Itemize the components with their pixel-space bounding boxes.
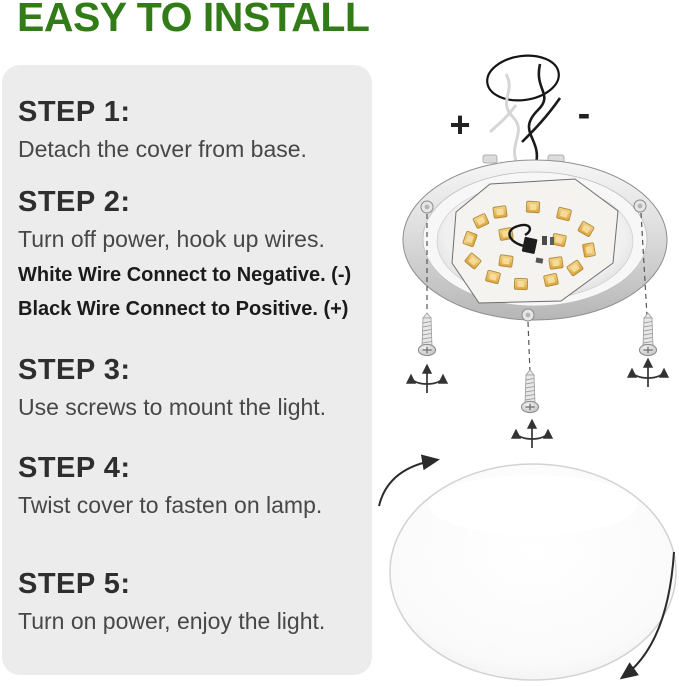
step-1-heading: STEP 1: [18, 96, 131, 128]
mounting-hole-left [421, 201, 433, 213]
step-4-heading: STEP 4: [18, 452, 131, 484]
step-5-body: Turn on power, enjoy the light. [18, 608, 326, 634]
step-2-note-black-wire: Black Wire Connect to Positive. (+) [18, 298, 349, 320]
led-chip [582, 243, 595, 258]
led-chip [543, 273, 558, 286]
dashed-guide-line [528, 322, 530, 373]
connection-wires [449, 51, 590, 164]
positive-sign: + [449, 104, 471, 145]
step-4-body: Twist cover to fasten on lamp. [18, 492, 323, 518]
black-wire [529, 64, 544, 164]
rotation-arrow-icon [516, 422, 548, 448]
step-3-heading: STEP 3: [18, 354, 131, 386]
lamp-base [403, 155, 667, 321]
wire-loop [484, 51, 561, 105]
mounting-hole-bottom [522, 309, 534, 321]
step-2-heading: STEP 2: [18, 186, 131, 218]
step-1-body: Detach the cover from base. [18, 136, 307, 162]
rotation-arrow-icon [411, 367, 443, 393]
rotation-arrow-icon [632, 361, 664, 387]
lamp-cover [379, 460, 676, 680]
led-chip [514, 278, 527, 289]
mounting-screw-left [418, 313, 435, 356]
white-wire [506, 74, 518, 164]
mounting-screw-right [639, 313, 656, 356]
step-3-body: Use screws to mount the light. [18, 394, 327, 420]
led-chip [499, 255, 513, 268]
white-wire-cross [490, 105, 516, 132]
mounting-hole-right [634, 200, 646, 212]
led-chip [549, 257, 563, 270]
step-2-note-white-wire: White Wire Connect to Negative. (-) [18, 264, 352, 286]
mounting-screw-center [521, 370, 538, 413]
led-chip [526, 201, 540, 213]
step-2-body: Turn off power, hook up wires. [18, 226, 325, 252]
step-5-heading: STEP 5: [18, 568, 131, 600]
page-title: EASY TO INSTALL [17, 0, 370, 40]
cover-highlight [429, 475, 637, 535]
negative-sign: - [577, 93, 591, 135]
wire-notch-left [483, 155, 497, 163]
led-chip [493, 206, 507, 219]
